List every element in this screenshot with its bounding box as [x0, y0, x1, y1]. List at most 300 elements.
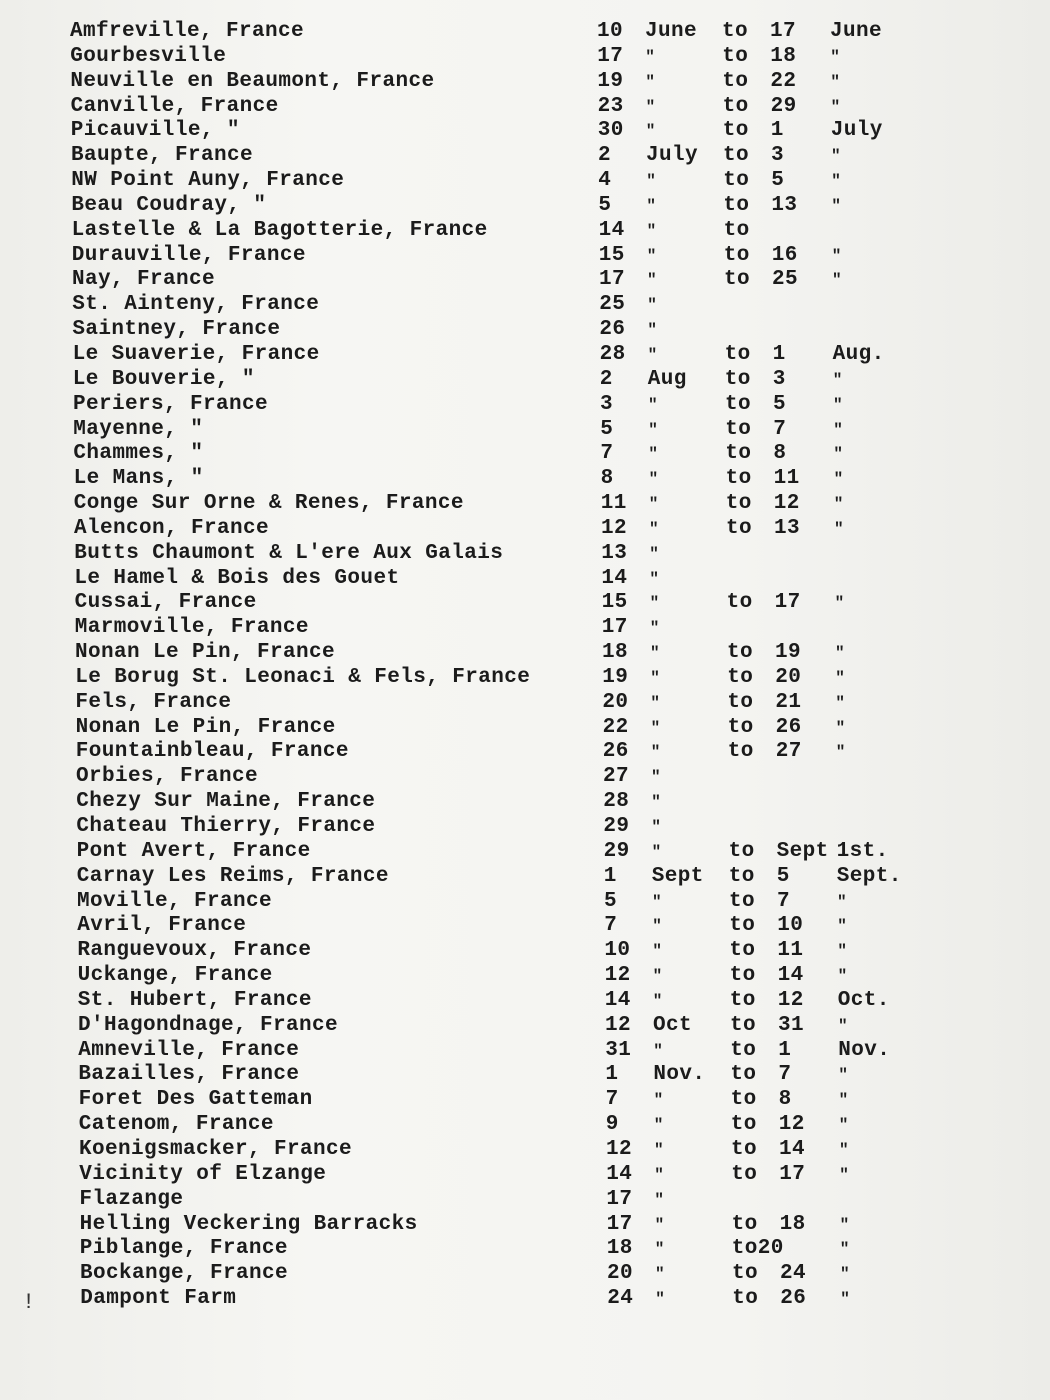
place-name: Catenom, France — [78, 1113, 274, 1137]
end-day: 25 — [772, 268, 799, 292]
itinerary-row — [79, 1188, 1030, 1213]
to-word: to — [731, 1162, 758, 1186]
place-name: Saintney, France — [72, 318, 281, 342]
start-month: " — [654, 1165, 665, 1184]
end-month: " — [835, 668, 846, 687]
end-day: 3 — [772, 367, 786, 391]
place-name: Foret Des Gatteman — [78, 1088, 313, 1112]
to-word: to — [722, 94, 749, 118]
place-name: NW Point Auny, France — [71, 169, 345, 193]
start-month: " — [651, 793, 662, 812]
itinerary-row — [74, 517, 1030, 542]
start-month: Sept — [651, 864, 704, 888]
itinerary-row — [80, 1237, 1030, 1262]
place-name: Piblange, France — [79, 1237, 288, 1261]
place-name: Amneville, France — [78, 1038, 300, 1062]
itinerary-list — [70, 20, 1030, 1312]
place-name: St. Hubert, France — [77, 988, 312, 1012]
end-day: 17 — [779, 1162, 806, 1186]
itinerary-row — [78, 989, 1030, 1014]
end-month: " — [830, 97, 841, 116]
to-word: to20 — [731, 1237, 784, 1261]
itinerary-row — [78, 964, 1030, 989]
to-word: to — [728, 839, 755, 863]
itinerary-row — [72, 219, 1030, 244]
end-month: " — [834, 519, 845, 538]
start-month: " — [651, 768, 662, 787]
start-day: 10 — [597, 20, 624, 43]
start-day: 17 — [606, 1212, 633, 1236]
place-name: Amfreville, France — [70, 20, 305, 43]
to-word: to — [722, 44, 749, 68]
start-month: Nov. — [653, 1063, 706, 1087]
place-name: Orbies, France — [76, 765, 259, 789]
start-month: " — [646, 246, 657, 265]
start-day: 26 — [599, 318, 626, 342]
start-month: " — [654, 1190, 665, 1209]
itinerary-row — [79, 1138, 1030, 1163]
start-day: 1 — [603, 864, 617, 888]
start-month: " — [645, 72, 656, 91]
end-month: " — [830, 47, 841, 66]
end-day: 12 — [773, 492, 800, 516]
to-word: to — [728, 864, 755, 888]
start-month: " — [650, 644, 661, 663]
start-month: " — [648, 395, 659, 414]
start-month: Aug — [647, 367, 687, 391]
start-month: " — [647, 296, 658, 315]
start-day: 7 — [600, 442, 614, 466]
itinerary-row — [79, 1088, 1030, 1113]
to-word: to — [722, 119, 749, 143]
itinerary-row — [75, 666, 1030, 691]
end-month: " — [838, 1016, 849, 1035]
place-name: Le Suaverie, France — [72, 342, 320, 366]
end-day: 10 — [777, 914, 804, 938]
itinerary-row — [73, 442, 1030, 467]
to-word: to — [723, 243, 750, 267]
start-day: 22 — [602, 715, 629, 739]
end-month: " — [835, 743, 846, 762]
to-word: to — [729, 939, 756, 963]
start-month: June — [645, 20, 698, 43]
start-day: 1 — [605, 1063, 619, 1087]
start-month: " — [650, 668, 661, 687]
end-month: " — [833, 495, 844, 514]
place-name: Fountainbleau, France — [75, 740, 349, 764]
end-month: " — [837, 917, 848, 936]
start-day: 15 — [598, 243, 625, 267]
end-day: 11 — [777, 939, 804, 963]
start-day: 17 — [601, 616, 628, 640]
end-day: 20 — [775, 665, 802, 689]
to-word: to — [726, 516, 753, 540]
place-name: Conge Sur Orne & Renes, France — [73, 492, 464, 516]
start-month: " — [649, 569, 660, 588]
itinerary-row — [73, 393, 1030, 418]
start-month: " — [650, 743, 661, 762]
start-day: 12 — [601, 516, 628, 540]
end-month: " — [838, 1091, 849, 1110]
start-month: " — [649, 544, 660, 563]
start-day: 18 — [602, 641, 629, 665]
start-day: 9 — [605, 1113, 619, 1137]
start-day: 5 — [604, 889, 618, 913]
start-day: 26 — [602, 740, 629, 764]
itinerary-row — [74, 492, 1030, 517]
start-month: " — [655, 1265, 666, 1284]
start-day: 27 — [603, 765, 630, 789]
end-day: 12 — [778, 1113, 805, 1137]
itinerary-row — [80, 1262, 1030, 1287]
itinerary-row — [75, 641, 1030, 666]
itinerary-row — [71, 169, 1030, 194]
end-day: 14 — [777, 964, 804, 988]
itinerary-row — [78, 1014, 1030, 1039]
end-month: 1st. — [836, 839, 889, 863]
end-day: 22 — [770, 69, 797, 93]
start-day: 7 — [604, 914, 618, 938]
place-name: Koenigsmacker, France — [79, 1137, 353, 1161]
end-day: 1 — [778, 1038, 792, 1062]
to-word: to — [724, 342, 751, 366]
start-day: 12 — [604, 964, 631, 988]
itinerary-row — [77, 890, 1030, 915]
start-month: " — [649, 594, 660, 613]
end-day: 7 — [778, 1063, 792, 1087]
itinerary-row — [73, 343, 1030, 368]
place-name: Chateau Thierry, France — [76, 815, 376, 838]
start-month: " — [647, 271, 658, 290]
to-word: to — [731, 1212, 758, 1236]
start-month: " — [648, 495, 659, 514]
start-day: 28 — [599, 342, 626, 366]
start-day: 18 — [606, 1237, 633, 1261]
place-name: D'Hagondnage, France — [78, 1013, 339, 1037]
start-day: 5 — [600, 417, 614, 441]
start-day: 20 — [607, 1262, 634, 1286]
to-word: to — [724, 268, 751, 292]
place-name: Vicinity of Elzange — [79, 1162, 327, 1186]
end-month: Oct. — [837, 988, 890, 1012]
start-day: 5 — [598, 193, 612, 217]
itinerary-row — [72, 293, 1030, 318]
itinerary-row — [77, 914, 1030, 939]
to-word: to — [726, 591, 753, 615]
start-month: " — [652, 967, 663, 986]
to-word: to — [725, 442, 752, 466]
start-month: " — [654, 1140, 665, 1159]
to-word: to — [730, 1088, 757, 1112]
place-name: Beau Coudray, " — [71, 193, 267, 217]
end-month: " — [834, 594, 845, 613]
to-word: to — [725, 467, 752, 491]
itinerary-row — [71, 119, 1030, 144]
end-month: Nov. — [838, 1038, 891, 1062]
start-day: 20 — [602, 690, 629, 714]
place-name: Flazange — [79, 1187, 184, 1211]
start-month: " — [647, 345, 658, 364]
place-name: Carnay Les Reims, France — [76, 864, 389, 888]
end-month: June — [830, 20, 883, 43]
start-day: 31 — [605, 1038, 632, 1062]
to-word: to — [729, 914, 756, 938]
end-month: " — [838, 1066, 849, 1085]
end-day: 3 — [771, 144, 785, 168]
end-month: " — [838, 1116, 849, 1135]
to-word: to — [727, 715, 754, 739]
start-month: " — [654, 1215, 665, 1234]
itinerary-row — [70, 45, 1030, 70]
itinerary-row — [75, 616, 1030, 641]
end-day: 26 — [780, 1287, 807, 1311]
start-day: 19 — [597, 69, 624, 93]
start-day: 7 — [605, 1088, 619, 1112]
end-month: " — [833, 395, 844, 414]
start-month: " — [653, 1091, 664, 1110]
itinerary-row — [76, 815, 1030, 840]
place-name: Bazailles, France — [78, 1063, 300, 1087]
start-day: 14 — [601, 566, 628, 590]
to-word: to — [723, 144, 750, 168]
start-month: Oct — [653, 1013, 693, 1037]
itinerary-row — [70, 70, 1030, 95]
itinerary-row — [72, 268, 1030, 293]
to-word: to — [727, 665, 754, 689]
start-month: " — [646, 221, 657, 240]
to-word: to — [730, 1038, 757, 1062]
end-day: 16 — [771, 243, 798, 267]
start-day: 14 — [606, 1162, 633, 1186]
end-month: " — [835, 718, 846, 737]
start-day: 11 — [600, 492, 627, 516]
end-day: 12 — [777, 988, 804, 1012]
start-day: 2 — [599, 367, 613, 391]
place-name: Baupte, France — [71, 144, 254, 168]
itinerary-row — [72, 318, 1030, 343]
itinerary-row — [74, 567, 1030, 592]
margin-mark: ! — [22, 1290, 36, 1315]
place-name: Le Mans, " — [73, 467, 204, 491]
end-day: 13 — [771, 193, 798, 217]
place-name: Moville, France — [77, 889, 273, 913]
place-name: Neuville en Beaumont, France — [70, 69, 435, 93]
to-word: to — [725, 417, 752, 441]
start-day: 29 — [603, 815, 630, 838]
to-word: to — [729, 964, 756, 988]
itinerary-row — [71, 194, 1030, 219]
itinerary-row — [73, 418, 1030, 443]
place-name: Durauville, France — [71, 243, 306, 267]
to-word: to — [730, 1063, 757, 1087]
place-name: Cussai, France — [74, 591, 257, 615]
end-day: 17 — [770, 20, 797, 43]
itinerary-row — [76, 765, 1030, 790]
start-month: " — [648, 420, 659, 439]
start-day: 14 — [604, 988, 631, 1012]
to-word: to — [730, 1113, 757, 1137]
start-month: " — [646, 172, 657, 191]
to-word: to — [723, 169, 750, 193]
end-month: " — [839, 1140, 850, 1159]
place-name: Pont Avert, France — [76, 839, 311, 863]
start-month: " — [649, 519, 660, 538]
to-word: to — [722, 20, 749, 43]
to-word: to — [725, 392, 752, 416]
end-month: " — [831, 147, 842, 166]
place-name: Chezy Sur Maine, France — [76, 790, 376, 814]
start-month: " — [652, 917, 663, 936]
itinerary-row — [74, 542, 1030, 567]
itinerary-row — [70, 20, 1030, 45]
end-day: 29 — [770, 94, 797, 118]
to-word: to — [732, 1287, 759, 1311]
place-name: Nonan Le Pin, France — [75, 715, 336, 739]
place-name: Lastelle & La Bagotterie, France — [71, 218, 488, 242]
end-month: " — [837, 942, 848, 961]
to-word: to — [723, 218, 750, 242]
place-name: St. Ainteny, France — [72, 293, 320, 317]
end-month: Aug. — [832, 342, 885, 366]
start-day: 3 — [600, 392, 614, 416]
start-day: 14 — [598, 218, 625, 242]
place-name: Nay, France — [72, 268, 216, 292]
start-month: " — [653, 1041, 664, 1060]
to-word: to — [732, 1262, 759, 1286]
itinerary-row — [76, 740, 1030, 765]
place-name: Marmoville, France — [74, 616, 309, 640]
end-day: Sept — [776, 839, 829, 863]
start-day: 23 — [597, 94, 624, 118]
end-month: " — [839, 1165, 850, 1184]
end-month: " — [831, 172, 842, 191]
end-day: 8 — [778, 1088, 792, 1112]
place-name: Nonan Le Pin, France — [75, 641, 336, 665]
start-month: " — [649, 619, 660, 638]
place-name: Canville, France — [70, 94, 279, 118]
end-day: 13 — [774, 516, 801, 540]
end-month: " — [833, 445, 844, 464]
end-day: 31 — [778, 1013, 805, 1037]
start-day: 17 — [597, 44, 624, 68]
end-day: 18 — [779, 1212, 806, 1236]
place-name: Chammes, " — [73, 442, 204, 466]
end-month: July — [830, 119, 883, 143]
itinerary-row — [71, 95, 1030, 120]
start-day: 12 — [606, 1137, 633, 1161]
end-day: 1 — [770, 119, 784, 143]
end-day: 7 — [773, 417, 787, 441]
end-day: 24 — [780, 1262, 807, 1286]
end-day: 1 — [772, 342, 786, 366]
end-month: " — [833, 470, 844, 489]
start-day: 17 — [606, 1187, 633, 1211]
start-month: " — [645, 97, 656, 116]
place-name: Uckange, France — [77, 964, 273, 988]
start-month: " — [651, 842, 662, 861]
end-month: " — [831, 246, 842, 265]
place-name: Avril, France — [77, 914, 247, 938]
place-name: Butts Chaumont & L'ere Aux Galais — [74, 541, 504, 565]
to-word: to — [727, 641, 754, 665]
place-name: Le Bouverie, " — [72, 367, 255, 391]
start-month: " — [654, 1240, 665, 1259]
place-name: Mayenne, " — [73, 417, 204, 441]
itinerary-row — [75, 591, 1030, 616]
itinerary-row — [71, 144, 1030, 169]
itinerary-row — [79, 1113, 1030, 1138]
to-word: to — [727, 690, 754, 714]
end-day: 5 — [773, 392, 787, 416]
start-day: 28 — [603, 790, 630, 814]
to-word: to — [725, 492, 752, 516]
to-word: to — [727, 740, 754, 764]
place-name: Le Hamel & Bois des Gouet — [74, 566, 400, 590]
itinerary-row — [76, 790, 1030, 815]
place-name: Bockange, France — [80, 1262, 289, 1286]
end-month: " — [833, 420, 844, 439]
place-name: Le Borug St. Leonaci & Fels, France — [75, 665, 531, 689]
start-month: " — [646, 196, 657, 215]
itinerary-row — [78, 1063, 1030, 1088]
start-day: 8 — [600, 467, 614, 491]
start-month: " — [650, 693, 661, 712]
start-month: " — [651, 818, 662, 836]
end-month: " — [832, 271, 843, 290]
to-word: to — [729, 889, 756, 913]
end-month: " — [837, 967, 848, 986]
itinerary-row — [76, 716, 1030, 741]
end-month: " — [837, 892, 848, 911]
place-name: Picauville, " — [70, 119, 240, 143]
start-month: " — [648, 445, 659, 464]
itinerary-row — [74, 467, 1030, 492]
to-word: to — [723, 193, 750, 217]
start-day: 17 — [599, 268, 626, 292]
start-day: 13 — [601, 541, 628, 565]
to-word: to — [722, 69, 749, 93]
end-month: " — [840, 1265, 851, 1284]
to-word: to — [729, 988, 756, 1012]
start-day: 15 — [601, 591, 628, 615]
end-month: " — [839, 1240, 850, 1259]
end-day: 21 — [775, 690, 802, 714]
to-word: to — [730, 1013, 757, 1037]
place-name: Helling Veckering Barracks — [79, 1212, 418, 1236]
end-day: 5 — [776, 864, 790, 888]
start-day: 24 — [607, 1287, 634, 1311]
place-name: Fels, France — [75, 690, 232, 714]
start-day: 30 — [597, 119, 624, 143]
itinerary-row — [79, 1163, 1030, 1188]
end-day: 19 — [775, 641, 802, 665]
itinerary-row — [78, 1039, 1030, 1064]
end-month: " — [830, 72, 841, 91]
itinerary-row — [77, 939, 1030, 964]
end-month: " — [832, 370, 843, 389]
place-name: Ranguevoux, France — [77, 939, 312, 963]
start-day: 29 — [603, 839, 630, 863]
end-month: " — [835, 693, 846, 712]
end-day: 7 — [777, 889, 791, 913]
start-day: 10 — [604, 939, 631, 963]
to-word: to — [731, 1137, 758, 1161]
end-day: 8 — [773, 442, 787, 466]
itinerary-row — [77, 840, 1030, 865]
start-month: " — [645, 47, 656, 66]
start-month: " — [648, 470, 659, 489]
place-name: Alencon, France — [74, 516, 270, 540]
